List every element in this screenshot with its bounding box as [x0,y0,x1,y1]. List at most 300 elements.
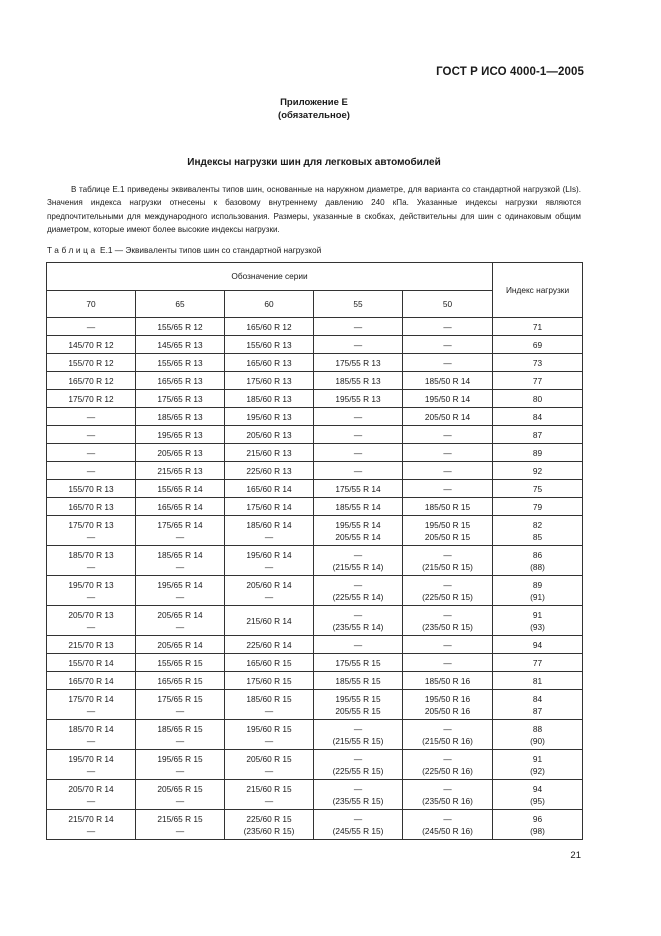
cell-line: (215/50 R 15) [422,561,473,572]
cell-line: — [353,579,363,590]
cell-line: 155/65 R 15 [157,657,203,668]
cell-line: 165/70 R 14 [68,675,114,686]
cell-load-index [493,750,583,780]
cell-line: — [353,609,363,620]
cell-line: 195/70 R 14 [68,753,114,764]
cell-series-70 [47,654,136,672]
cell-line: 91 [532,753,543,764]
cell-line: (215/55 R 15) [332,735,384,746]
cell-line: 165/70 R 13 [68,501,114,512]
cell-line: 175/60 R 14 [246,501,292,512]
cell-line: — [264,735,274,746]
cell-series-65 [136,750,225,780]
cell-series-60 [225,480,314,498]
cell-series-65 [136,408,225,426]
cell-line: — [443,813,452,824]
table-row [47,546,583,576]
table-row [47,318,583,336]
cell-series-60 [225,780,314,810]
cell-line: — [353,549,363,560]
cell-line: 85 [532,531,543,542]
cell-line: 185/55 R 15 [335,675,381,686]
cell-series-65 [136,390,225,408]
table-row [47,354,583,372]
cell-series-50 [403,372,493,390]
table-row [47,516,583,546]
cell-line: — [264,561,274,572]
table-row [47,690,583,720]
cell-line: 165/60 R 14 [246,483,292,494]
cell-line: 165/65 R 15 [157,675,203,686]
cell-series-70 [47,780,136,810]
cell-line: 205/70 R 13 [68,609,114,620]
table-row [47,780,583,810]
cell-line: 185/70 R 13 [68,549,114,560]
cell-series-65 [136,354,225,372]
table-row [47,498,583,516]
appendix-heading [0,96,628,122]
cell-line: — [86,465,96,476]
series-group-header: Обозначение серии [47,263,493,291]
cell-line: (93) [530,621,545,632]
cell-line: — [443,609,452,620]
cell-series-60 [225,750,314,780]
cell-load-index [493,462,583,480]
table-caption-text: Е.1 — Эквиваленты типов шин со стандартной нагрузкой [100,245,322,255]
cell-series-70 [47,672,136,690]
cell-line: — [264,795,274,806]
cell-series-70 [47,498,136,516]
table-row [47,810,583,840]
table-row [47,672,583,690]
cell-line: 175/55 R 13 [335,357,381,368]
cell-series-60 [225,462,314,480]
cell-line: 205/65 R 14 [157,639,203,650]
cell-series-50 [403,516,493,546]
cell-line: 195/55 R 13 [335,393,381,404]
cell-series-70 [47,480,136,498]
cell-line: 205/55 R 14 [335,531,381,542]
cell-load-index [493,480,583,498]
cell-line: — [86,591,96,602]
cell-load-index [493,318,583,336]
cell-line: 155/65 R 12 [157,321,203,332]
cell-line: (92) [530,765,545,776]
cell-line: 185/65 R 15 [157,723,203,734]
cell-line: — [264,531,274,542]
cell-series-65 [136,780,225,810]
cell-line: 185/55 R 13 [335,375,381,386]
cell-line: — [443,483,452,494]
cell-line: (225/55 R 15) [332,765,384,776]
cell-line: 175/60 R 13 [246,375,292,386]
cell-series-50 [403,546,493,576]
cell-line: (225/50 R 16) [422,765,473,776]
cell-series-50 [403,780,493,810]
cell-line: (225/50 R 15) [422,591,473,602]
cell-line: 185/55 R 14 [335,501,381,512]
cell-line: — [443,447,452,458]
cell-series-70 [47,444,136,462]
cell-line: 155/65 R 14 [157,483,203,494]
cell-line: (235/55 R 14) [332,621,384,632]
table-row [47,480,583,498]
cell-series-55 [314,390,403,408]
cell-series-65 [136,372,225,390]
cell-series-70 [47,606,136,636]
cell-load-index [493,354,583,372]
cell-line: — [353,447,363,458]
cell-line: 185/60 R 15 [246,693,292,704]
cell-load-index [493,690,583,720]
cell-line: 195/65 R 15 [157,753,203,764]
section-title: Индексы нагрузки шин для легковых автомобилей [187,157,441,168]
cell-load-index [493,390,583,408]
cell-series-50 [403,444,493,462]
cell-series-50 [403,462,493,480]
cell-series-70 [47,390,136,408]
cell-line: 155/70 R 12 [68,357,114,368]
cell-line: — [86,795,96,806]
cell-line: 155/70 R 14 [68,657,114,668]
cell-line: 225/60 R 13 [246,465,292,476]
cell-series-50 [403,720,493,750]
series-header-55: 55 [314,291,403,318]
cell-line: 215/65 R 15 [157,813,203,824]
cell-line: — [353,753,363,764]
cell-series-60 [225,810,314,840]
cell-line: 175/70 R 13 [68,519,114,530]
cell-line: — [86,765,96,776]
cell-series-55 [314,408,403,426]
appendix-status: (обязательное) [278,110,350,121]
cell-line: (215/55 R 14) [332,561,384,572]
cell-line: 185/60 R 14 [246,519,292,530]
document-standard-number: ГОСТ Р ИСО 4000-1—2005 [436,66,584,78]
cell-line: 205/65 R 15 [157,783,203,794]
cell-series-70 [47,720,136,750]
cell-series-55 [314,654,403,672]
cell-line: 195/65 R 14 [157,579,203,590]
cell-series-60 [225,444,314,462]
cell-series-65 [136,690,225,720]
cell-line: — [443,579,452,590]
cell-series-55 [314,780,403,810]
cell-series-65 [136,672,225,690]
cell-line: — [353,639,363,650]
cell-series-50 [403,606,493,636]
cell-line: 165/60 R 12 [246,321,292,332]
series-header-70: 70 [47,291,136,318]
cell-series-65 [136,636,225,654]
cell-load-index [493,636,583,654]
cell-line: 94 [532,639,543,650]
cell-line: — [443,549,452,560]
cell-line: (235/60 R 15) [243,825,295,836]
cell-line: 155/70 R 13 [68,483,114,494]
cell-line: 84 [532,693,543,704]
cell-series-55 [314,426,403,444]
cell-series-60 [225,372,314,390]
cell-load-index [493,546,583,576]
cell-series-55 [314,672,403,690]
cell-line: 195/50 R 16 [424,693,471,704]
cell-line: 145/70 R 12 [68,339,114,350]
cell-series-50 [403,480,493,498]
cell-line: — [443,357,452,368]
cell-series-55 [314,480,403,498]
cell-load-index [493,516,583,546]
table-row [47,636,583,654]
table-row [47,750,583,780]
cell-line: 185/50 R 16 [424,675,471,686]
cell-series-65 [136,444,225,462]
cell-line: 175/70 R 12 [68,393,114,404]
cell-series-65 [136,462,225,480]
cell-line: — [175,825,185,836]
cell-series-55 [314,462,403,480]
cell-line: 155/60 R 13 [246,339,292,350]
cell-series-55 [314,354,403,372]
cell-series-65 [136,576,225,606]
cell-series-60 [225,720,314,750]
series-header-50: 50 [403,291,493,318]
series-header-65: 65 [136,291,225,318]
cell-series-70 [47,516,136,546]
cell-line: 77 [532,375,543,386]
cell-load-index [493,576,583,606]
cell-line: 87 [532,429,543,440]
cell-line: — [86,825,96,836]
cell-line: — [353,429,363,440]
cell-line: 215/60 R 15 [246,783,292,794]
cell-line: — [443,783,452,794]
table-row [47,576,583,606]
cell-series-55 [314,372,403,390]
cell-line: — [175,621,185,632]
cell-series-70 [47,576,136,606]
cell-line: 175/55 R 14 [335,483,381,494]
cell-line: 75 [532,483,543,494]
table-row [47,336,583,354]
cell-line: — [86,531,96,542]
cell-line: — [353,783,363,794]
cell-line: — [443,639,452,650]
cell-series-65 [136,810,225,840]
cell-line: 145/65 R 13 [157,339,203,350]
cell-line: 86 [532,549,543,560]
cell-line: 88 [532,723,543,734]
cell-line: — [264,765,274,776]
cell-series-55 [314,576,403,606]
cell-line: — [443,429,452,440]
table-caption-prefix: Таблица [47,245,98,255]
cell-series-65 [136,480,225,498]
cell-line: — [443,657,452,668]
cell-load-index [493,654,583,672]
cell-series-55 [314,690,403,720]
cell-series-65 [136,426,225,444]
cell-series-50 [403,750,493,780]
cell-line: 80 [532,393,543,404]
cell-line: — [443,723,452,734]
cell-line: — [353,465,363,476]
cell-load-index [493,498,583,516]
cell-load-index [493,672,583,690]
cell-series-50 [403,690,493,720]
cell-line: 87 [532,705,543,716]
cell-series-60 [225,354,314,372]
cell-line: 215/70 R 13 [68,639,114,650]
cell-series-55 [314,636,403,654]
cell-line: 215/60 R 14 [246,615,292,626]
cell-series-60 [225,654,314,672]
cell-line: — [175,591,185,602]
cell-line: 175/65 R 14 [157,519,203,530]
cell-line: 195/50 R 14 [424,393,471,404]
table-row [47,654,583,672]
cell-series-60 [225,576,314,606]
cell-line: — [353,411,363,422]
table-row [47,426,583,444]
cell-line: (235/50 R 16) [422,795,473,806]
table-row [47,408,583,426]
cell-line: (95) [530,795,545,806]
cell-line: 82 [532,519,543,530]
cell-line: 185/65 R 13 [157,411,203,422]
cell-series-65 [136,606,225,636]
cell-line: 175/65 R 13 [157,393,203,404]
cell-series-55 [314,318,403,336]
cell-line: — [175,795,185,806]
cell-line: 185/60 R 13 [246,393,292,404]
cell-load-index [493,426,583,444]
cell-series-60 [225,390,314,408]
cell-series-70 [47,354,136,372]
cell-load-index [493,720,583,750]
cell-series-70 [47,462,136,480]
cell-line: — [353,321,363,332]
cell-line: 185/50 R 14 [424,375,471,386]
cell-line: 175/55 R 15 [335,657,381,668]
cell-line: 215/70 R 14 [68,813,114,824]
cell-series-70 [47,426,136,444]
cell-line: 84 [532,411,543,422]
cell-line: 205/65 R 14 [157,609,203,620]
table-row [47,372,583,390]
cell-line: — [264,705,274,716]
cell-series-50 [403,408,493,426]
cell-line: 69 [532,339,543,350]
cell-line: 175/65 R 15 [157,693,203,704]
cell-series-55 [314,336,403,354]
cell-load-index [493,810,583,840]
table-row [47,444,583,462]
cell-line: (98) [530,825,545,836]
cell-series-50 [403,576,493,606]
cell-line: 96 [532,813,543,824]
cell-series-60 [225,690,314,720]
cell-line: 165/60 R 15 [246,657,292,668]
cell-series-70 [47,750,136,780]
cell-line: 205/55 R 15 [335,705,381,716]
cell-line: 205/60 R 13 [246,429,292,440]
cell-series-55 [314,606,403,636]
cell-line: 195/50 R 15 [424,519,471,530]
cell-series-60 [225,516,314,546]
cell-series-60 [225,498,314,516]
cell-line: 175/60 R 15 [246,675,292,686]
load-index-table [46,262,583,840]
cell-series-60 [225,546,314,576]
cell-line: 89 [532,579,543,590]
cell-series-60 [225,408,314,426]
cell-series-50 [403,336,493,354]
cell-line: 205/60 R 15 [246,753,292,764]
cell-series-70 [47,318,136,336]
cell-line: 165/60 R 13 [246,357,292,368]
cell-series-50 [403,498,493,516]
cell-line: 155/65 R 13 [157,357,203,368]
cell-line: — [86,705,96,716]
cell-load-index [493,372,583,390]
cell-line: — [86,411,96,422]
cell-line: 205/65 R 13 [157,447,203,458]
cell-line: 79 [532,501,543,512]
cell-line: 195/55 R 14 [335,519,381,530]
cell-line: 175/70 R 14 [68,693,114,704]
cell-line: 185/65 R 14 [157,549,203,560]
table-body [47,318,583,840]
cell-line: (245/55 R 15) [332,825,384,836]
cell-line: 89 [532,447,543,458]
cell-series-55 [314,720,403,750]
cell-line: — [353,813,363,824]
cell-line: — [353,339,363,350]
cell-series-65 [136,720,225,750]
cell-line: 195/60 R 13 [246,411,292,422]
cell-series-70 [47,546,136,576]
cell-series-60 [225,336,314,354]
cell-line: 195/60 R 14 [246,549,292,560]
cell-line: 91 [532,609,543,620]
cell-series-50 [403,390,493,408]
cell-line: — [443,753,452,764]
load-index-header: Индекс нагрузки [493,263,583,318]
cell-series-55 [314,516,403,546]
cell-series-50 [403,426,493,444]
cell-series-50 [403,654,493,672]
cell-line: 81 [532,675,543,686]
cell-series-60 [225,426,314,444]
table-row [47,606,583,636]
page-number: 21 [570,850,581,861]
cell-series-55 [314,546,403,576]
cell-line: 77 [532,657,543,668]
cell-line: 205/50 R 15 [424,531,471,542]
cell-load-index [493,606,583,636]
cell-series-70 [47,336,136,354]
cell-series-70 [47,690,136,720]
cell-load-index [493,780,583,810]
cell-line: 195/60 R 15 [246,723,292,734]
cell-line: 205/60 R 14 [246,579,292,590]
cell-line: 165/65 R 14 [157,501,203,512]
cell-line: 195/70 R 13 [68,579,114,590]
cell-line: (215/50 R 16) [422,735,473,746]
cell-line: — [86,447,96,458]
cell-line: — [86,621,96,632]
